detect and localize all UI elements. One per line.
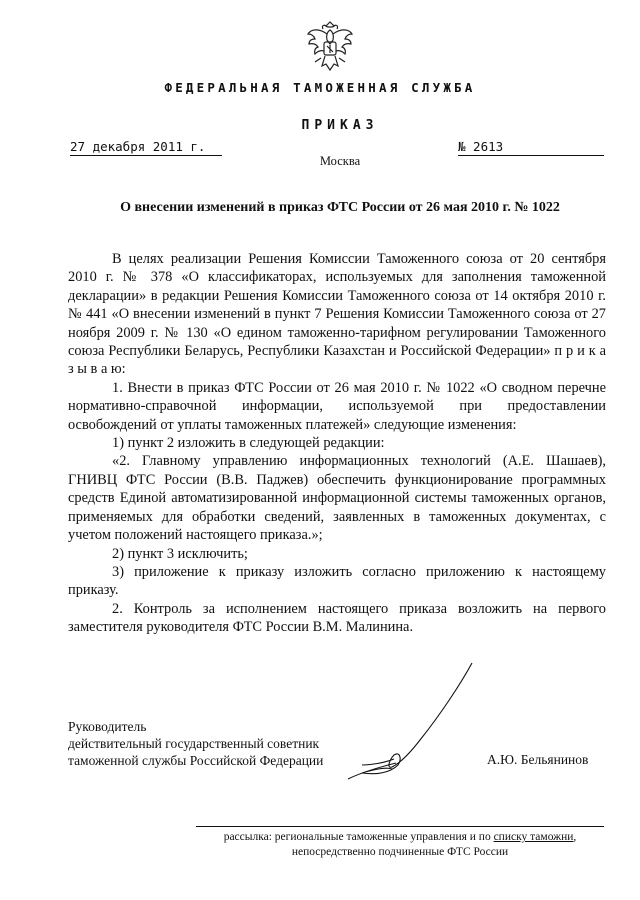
body-paragraph: «2. Главному управлению информационных технологий (А.Е. Шашаев), ГНИВЦ ФТС России (В.В. Паджев) обеспечить функционирование программных средств Единой автоматизированной информационной системы таможенных органов, применяемых для обработки сведений, заявленных в таможенных документах, с учетом положений настоящего приказа.»; bbox=[68, 453, 606, 544]
distribution-link: списку таможни bbox=[493, 831, 574, 843]
distribution-divider bbox=[196, 826, 604, 827]
body-paragraph: 1. Внести в приказ ФТС России от 26 мая 2010 г. № 1022 «О сводном перечне нормативно-справочной информации, используемой при предоставлении освобождений от уплаты таможенных платежей» следующие изменения: bbox=[68, 379, 606, 433]
agency-name: ФЕДЕРАЛЬНАЯ ТАМОЖЕННАЯ СЛУЖБА bbox=[164, 80, 476, 95]
body-paragraph: 2. Контроль за исполнением настоящего приказа возложить на первого заместителя руководителя ФТС России В.М. Малинина. bbox=[68, 600, 606, 636]
distribution-line-1 bbox=[190, 830, 610, 845]
document-date: 27 декабря 2011 г. bbox=[70, 139, 222, 156]
distribution-text: рассылка: региональные таможенные управления и по bbox=[223, 831, 494, 843]
russian-coat-of-arms-icon bbox=[305, 20, 355, 72]
document-city: Москва bbox=[319, 154, 361, 168]
distribution-list bbox=[190, 830, 610, 860]
signatory-name: А.Ю. Бельянинов bbox=[487, 752, 589, 767]
body-paragraph: 2) пункт 3 исключить; bbox=[112, 545, 248, 562]
signatory-position-line: таможенной службы Российской Федерации bbox=[68, 753, 324, 768]
distribution-line-2: непосредственно подчиненные ФТС России bbox=[291, 846, 509, 858]
document-body bbox=[68, 250, 606, 637]
distribution-text: , bbox=[573, 831, 577, 843]
body-paragraph: В целях реализации Решения Комиссии Таможенного союза от 20 сентября 2010 г. № 378 «О классификаторах, используемых для заполнения таможенной декларации» в редакции Решения Комиссии Таможенного союза от 14 октября 2010 г. № 441 «О внесении изменений в пункт 7 Решения Комиссии Таможенного союза от 27 ноября 2009 г. № 130 «О едином таможенно-тарифном регулировании Таможенного союза Республики Беларусь, Республики Казахстан и Российской Федерации» п р и к а з ы в а ю: bbox=[68, 251, 606, 378]
signatory-position-line: действительный государственный советник bbox=[68, 736, 320, 751]
document-type: ПРИКАЗ bbox=[301, 118, 379, 133]
document-title: О внесении изменений в приказ ФТС России от 26 мая 2010 г. № 1022 bbox=[120, 200, 560, 215]
body-paragraph: 3) приложение к приказу изложить согласно приложению к настоящему приказу. bbox=[68, 563, 606, 599]
body-paragraph: 1) пункт 2 изложить в следующей редакции: bbox=[112, 435, 385, 452]
signatory-position-line: Руководитель bbox=[68, 719, 147, 734]
document-number: № 2613 bbox=[458, 139, 604, 156]
signatory-position bbox=[68, 718, 388, 769]
